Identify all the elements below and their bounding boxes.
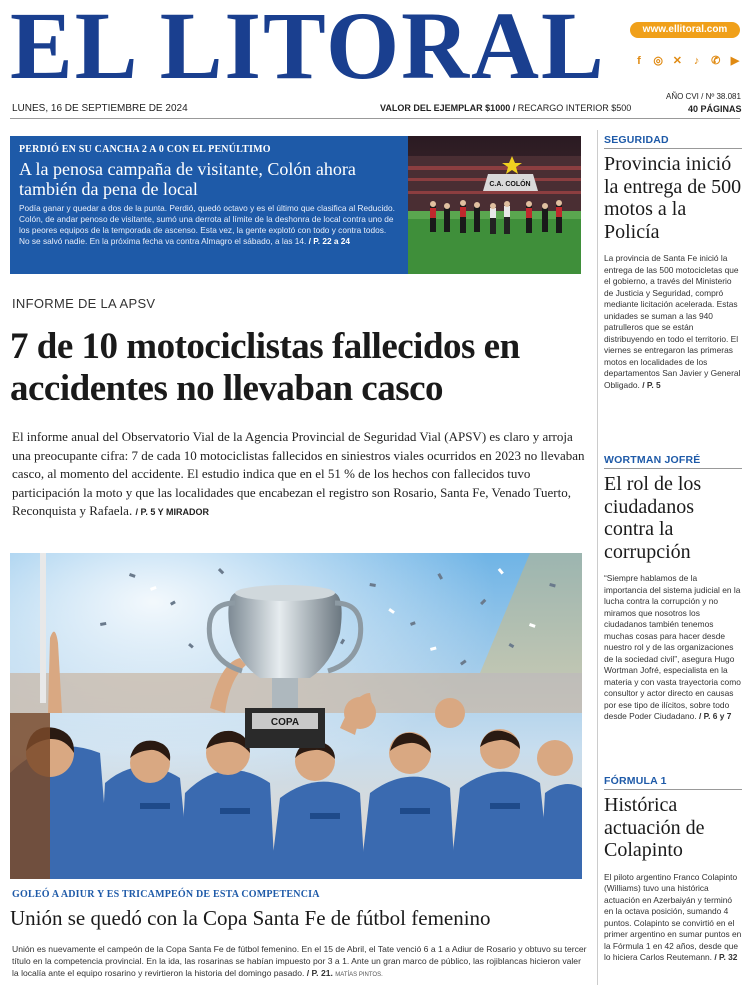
sidebar-kicker: WORTMAN JOFRÉ bbox=[604, 454, 742, 469]
sidebar-story-seguridad[interactable] bbox=[604, 134, 742, 391]
sidebar-kicker: SEGURIDAD bbox=[604, 134, 742, 149]
sidebar-headline[interactable]: Histórica actuación de Colapinto bbox=[604, 794, 705, 861]
sidebar-headline[interactable]: Provincia inició la entrega de 500 motos a la Policía bbox=[604, 153, 742, 243]
top-story-photo[interactable] bbox=[408, 136, 581, 274]
sidebar-page-ref[interactable]: / P. 5 bbox=[642, 379, 661, 390]
sidebar-page-ref[interactable]: / P. 32 bbox=[714, 952, 738, 962]
main-story-body bbox=[12, 428, 587, 521]
sidebar-text: El piloto argentino Franco Colapinto (Williams) tuvo una histórica actuación en Azerbaiyán y terminó en la octava posición, sumando 4 puntos. Colapinto se convirtió en el primer argentino en sumar puntos en la Fórmula 1 en 42 años, desde que lo hiciera Carlos Reutemann. bbox=[604, 871, 742, 962]
sidebar-kicker: FÓRMULA 1 bbox=[604, 775, 742, 790]
main-story-text: El informe anual del Observatorio Vial de la Agencia Provincial de Seguridad Vial (APSV) es claro y arroja una preocupante cifra: 7 de cada 10 motociclistas fallecidos en siniestros viales ocurridos en 2023 no llevaban casco, al momento del accidente. El estudio indica que en el 51 % de los hechos con fallecidos tuvo participación la moto y que las localidades que encabezan el registro son Rosario, Santa Fe, Venado Tuerto, Reconquista y Rafaela. bbox=[12, 429, 585, 518]
tiktok-icon[interactable]: ♪ bbox=[693, 55, 700, 67]
sidebar-story-wortman[interactable] bbox=[604, 454, 742, 723]
sidebar-story-formula1[interactable] bbox=[604, 775, 742, 964]
photo-story-headline[interactable]: Unión se quedó con la Copa Santa Fe de fútbol femenino bbox=[10, 906, 491, 930]
masthead bbox=[10, 0, 610, 99]
main-story-kicker: INFORME DE LA APSV bbox=[12, 296, 156, 311]
social-links bbox=[632, 54, 742, 68]
sidebar-body bbox=[604, 872, 742, 964]
date: LUNES, 16 DE SEPTIEMBRE DE 2024 bbox=[12, 103, 188, 114]
header-divider bbox=[10, 118, 740, 119]
celebration-image bbox=[10, 553, 582, 879]
sidebar-page-ref[interactable]: / P. 6 y 7 bbox=[699, 711, 732, 721]
sidebar-text: “Siempre hablamos de la importancia del sistema judicial en la lucha contra la corrupción y no miramos que nosotros los ciudadanos también tenemos muchas cosas para hacer desde nuestro rol y de las organizaciones de la sociedad civil”, asegura Hugo Wortman Jofré, especialista en la materia y con vasta trayectoria como consultor y actor directo en causas por ese tipo de ilícitos, sobre todo desde Poder Ciudadano. bbox=[604, 573, 741, 721]
photo-story-kicker: GOLEÓ A ADIUR Y ES TRICAMPEÓN DE ESTA COMPETENCIA bbox=[12, 889, 320, 900]
trophy-celebration-photo[interactable] bbox=[10, 553, 582, 879]
price-surcharge: RECARGO INTERIOR $500 bbox=[515, 103, 632, 113]
top-story-body bbox=[19, 203, 399, 247]
trophy-label: COPA bbox=[270, 717, 300, 728]
website-link[interactable]: www.ellitoral.com bbox=[630, 22, 740, 38]
price-info bbox=[380, 103, 631, 113]
page-count: 40 PÁGINAS bbox=[688, 104, 742, 114]
photo-story-text: Unión es nuevamente el campeón de la Copa Santa Fe de fútbol femenino. En el 15 de Abril, el Tate venció 6 a 1 a Adiur de Rosario y obtuvo su tercer título en la competencia provincial. En la ida, las rosarinas se habían impuesto por 3 a 1. Ante un gran marco de público, las rojiblancas hicieron valer la localía ante el equipo rosarino y revirtieron la historia del domingo pasado. bbox=[12, 944, 587, 978]
price-label: VALOR DEL EJEMPLAR $1000 / bbox=[380, 103, 516, 113]
top-story-page-ref[interactable]: / P. 22 a 24 bbox=[308, 236, 351, 246]
top-story-kicker: PERDIÓ EN SU CANCHA 2 A 0 CON EL PENÚLTIMO bbox=[19, 144, 271, 155]
top-story[interactable] bbox=[10, 136, 408, 274]
photo-story-page-ref[interactable]: / P. 21. bbox=[306, 968, 333, 978]
photo-story-body bbox=[12, 943, 587, 981]
sidebar-text: La provincia de Santa Fe inició la entrega de las 500 motocicletas que el gobierno, a través del Ministerio de Justicia y Seguridad, compró mediante licitación acelerada. Estas unidades se suman a las 940 patrulleros que se están distribuyendo en todo el territorio. El viernes se entregaron las primeras motos en localidades de los departamentos San Javier y General Obligado. bbox=[604, 253, 741, 390]
sidebar-divider bbox=[597, 130, 598, 985]
top-story-headline[interactable]: A la penosa campaña de visitante, Colón ahora también da pena de local bbox=[19, 159, 356, 199]
sidebar-body bbox=[604, 573, 742, 723]
main-story-page-ref[interactable]: / P. 5 Y MIRADOR bbox=[135, 507, 209, 517]
issue-number: AÑO CVI / Nº 38.081 bbox=[666, 92, 741, 101]
x-icon[interactable]: ✕ bbox=[672, 55, 682, 67]
main-story-headline[interactable]: 7 de 10 motociclistas fallecidos en accidentes no llevaban casco bbox=[10, 326, 520, 409]
top-story-text: Podía ganar y quedar a dos de la punta. Perdió, quedó octavo y es el último que clasifica al Reducido. Colón, de andar penoso de visitante, sumó una derrota al límite de la deshonra de local contra uno de los peores equipos de la temporada de ascenso. Esta vez, la gente explotó con todo y contra todos. No se salvó nadie. En la próxima fecha va contra Almagro el sábado, a las 14. bbox=[19, 203, 395, 246]
instagram-icon[interactable]: ◎ bbox=[653, 55, 663, 67]
facebook-icon[interactable]: f bbox=[637, 55, 641, 67]
youtube-icon[interactable]: ▶ bbox=[730, 55, 740, 67]
photo-banner-text: C.A. COLÓN bbox=[489, 181, 531, 188]
newspaper-logo[interactable]: EL LITORAL bbox=[10, 0, 606, 99]
football-stadium-image bbox=[408, 136, 581, 274]
photo-credit: MATÍAS PINTOS. bbox=[335, 972, 383, 978]
sidebar-headline[interactable]: El rol de los ciudadanos contra la corrupción bbox=[604, 473, 702, 563]
sidebar-body bbox=[604, 253, 742, 391]
whatsapp-icon[interactable]: ✆ bbox=[711, 55, 721, 67]
